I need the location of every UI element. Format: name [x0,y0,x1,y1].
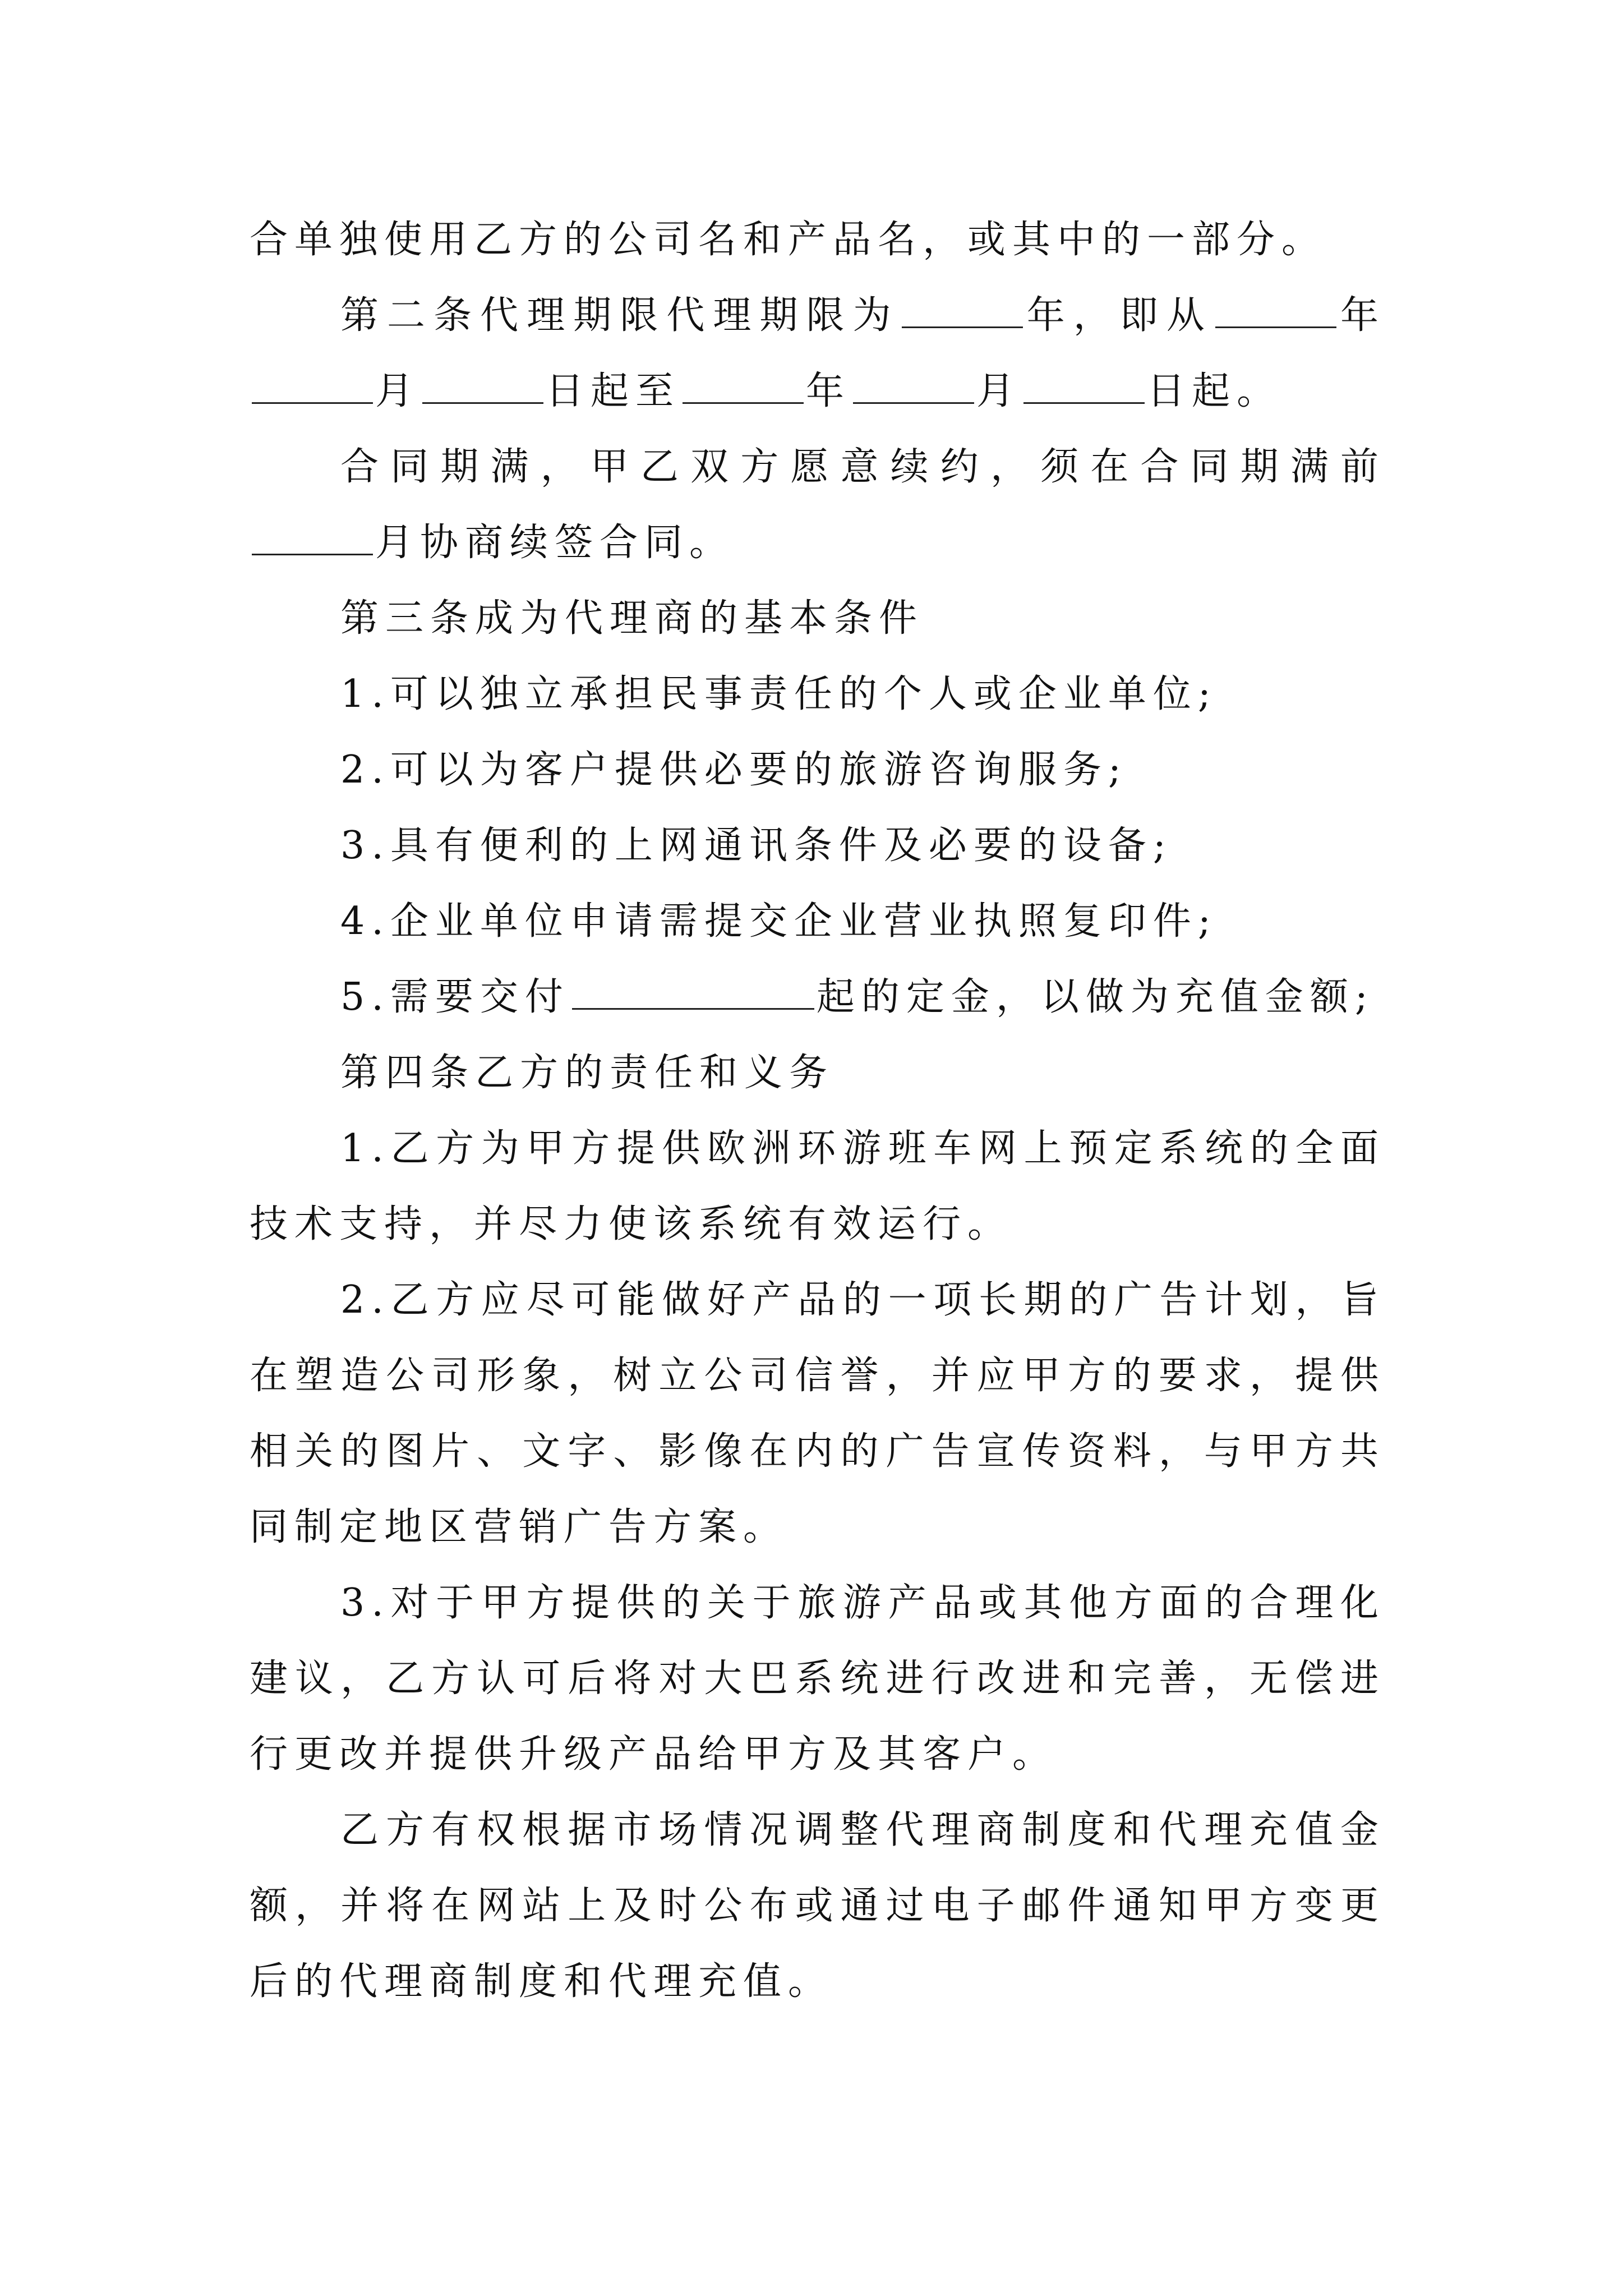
text-segment: 第二条代理期限代理期限为 [340,293,900,338]
blank-end-year [683,367,804,404]
list-item: 2.可以为客户提供必要的旅游咨询服务; [340,748,1128,792]
blank-start-day [422,367,543,404]
paragraph-adjustment-rights: 乙方有权根据市场情况调整代理商制度和代理充值金额，并将在网站上及时公布或通过电子邮件通知甲方变更后的代理商制度和代理充值。 [250,1808,1385,2004]
list-item: 3.具有便利的上网通讯条件及必要的设备; [340,823,1173,868]
text-segment: 月协商续签合同。 [375,521,735,565]
list-item: 2.乙方应尽可能做好产品的一项长期的广告计划，旨在塑造公司形象，树立公司信誉，并应甲方的要求，提供相关的图片、文字、影像在内的广告宣传资料，与甲方共同制定地区营销广告方案。 [250,1278,1385,1549]
text-segment: 日起至 [546,369,681,413]
blank-end-day [1023,367,1145,404]
section-heading-article-3: 第三条成为代理商的基本条件 [340,596,924,641]
text-segment: 年 [1338,293,1385,338]
list-item: 1.乙方为甲方提供欧洲环游班车网上预定系统的全面技术支持，并尽力使该系统有效运行。 [250,1126,1385,1246]
section-heading-article-4: 第四条乙方的责任和义务 [340,1051,834,1095]
blank-end-month [853,367,974,404]
blank-start-month [252,367,373,404]
list-item-deposit [250,959,1385,1035]
document-body [250,202,1385,2019]
text-segment: 合同期满，甲乙双方愿意续约，须在合同期满前 [340,445,1385,489]
blank-deposit-amount [572,973,814,1010]
blank-start-year [1215,292,1336,328]
paragraph-renewal [250,429,1385,581]
text-segment: 年，即从 [1025,293,1213,338]
text-segment: 月 [976,369,1022,413]
text-segment: 日起。 [1147,369,1282,413]
blank-years [902,292,1023,328]
list-item: 1.可以独立承担民事责任的个人或企业单位; [340,672,1218,716]
list-item: 3.对于甲方提供的关于旅游产品或其他方面的合理化建议，乙方认可后将对大巴系统进行改进和完善，无偿进行更改并提供升级产品给甲方及其客户。 [250,1581,1385,1777]
text-segment: 月 [375,369,421,413]
list-item: 4.企业单位申请需提交企业营业执照复印件; [340,899,1218,944]
text-segment: 年 [806,369,851,413]
paragraph-agency-term [250,278,1385,429]
text-segment: 起的定金，以做为充值金额; [816,975,1375,1019]
blank-renewal-months [252,519,373,555]
paragraph-continuation: 合单独使用乙方的公司名和产品名，或其中的一部分。 [250,218,1327,262]
text-segment: 5.需要交付 [340,975,570,1019]
